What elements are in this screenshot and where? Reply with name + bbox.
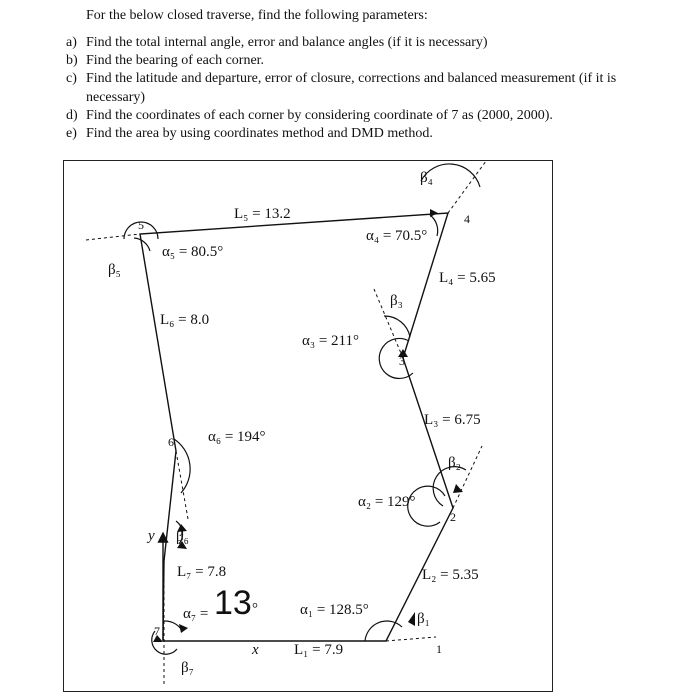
bearing-label: β₄ — [420, 170, 433, 186]
length-label-l7: L₇ = 7.8 — [177, 564, 227, 580]
axis-label-x: x — [252, 642, 259, 658]
question-text: Find the coordinates of each corner by considering coordinate of 7 as (2000, 2000). — [86, 107, 553, 123]
question-item — [66, 125, 666, 143]
length-label-l6: L₆ = 8.0 — [160, 312, 210, 328]
bearing-label: β₆ — [176, 529, 189, 545]
question-item — [66, 34, 666, 52]
question-label: c) — [66, 71, 77, 87]
angle-label-a5: α₅ = 80.5° — [162, 244, 224, 260]
bearing-label: β₁ — [417, 611, 430, 627]
length-label-l4: L₄ = 5.65 — [439, 270, 496, 286]
angle-label-a1: α₁ = 128.5° — [300, 602, 369, 618]
question-text: Find the total internal angle, error and balance angles (if it is necessary) — [86, 35, 488, 50]
question-item — [66, 52, 666, 70]
length-label-l5: L₅ = 13.2 — [234, 206, 291, 222]
overlay-degree: ° — [252, 601, 258, 617]
length-label-l2: L₂ = 5.35 — [422, 567, 479, 583]
axis-label-y: y — [148, 528, 155, 544]
question-label: b) — [66, 53, 78, 69]
question-label: d) — [66, 107, 78, 123]
question-text: Find the area by using coordinates method and DMD method. — [86, 126, 433, 142]
bearing-label: β₅ — [108, 262, 121, 278]
length-label-l1: L₁ = 7.9 — [294, 642, 344, 658]
length-label-l3: L₃ = 6.75 — [424, 412, 481, 428]
question-list — [66, 34, 666, 143]
bearing-label: β₂ — [448, 455, 461, 471]
question-text: Find the latitude and departure, error of closure, corrections and balanced measurement (if it is necessary) — [86, 71, 617, 105]
angle-label-a7: α₇ = — [183, 606, 209, 622]
bearing-label: β₃ — [390, 293, 403, 309]
angle-label-a6: α₆ = 194° — [208, 429, 266, 445]
station-label: 7 — [154, 624, 160, 638]
angle-label-a4: α₄ = 70.5° — [366, 228, 428, 244]
angle-label-a3: α₃ = 211° — [302, 333, 359, 349]
question-item — [66, 107, 666, 125]
intro-text: For the below closed traverse, find the following parameters: — [86, 8, 428, 23]
station-label: 1 — [436, 642, 442, 656]
angle-label-a2: α₂ = 129° — [358, 494, 416, 510]
station-label: 2 — [450, 510, 456, 524]
question-label: a) — [66, 35, 77, 50]
station-label: 4 — [464, 212, 470, 226]
station-label: 6 — [168, 435, 174, 449]
traverse-figure — [63, 160, 553, 692]
bearing-label: β₇ — [181, 660, 194, 676]
question-item — [66, 70, 666, 106]
station-label: 5 — [138, 218, 144, 232]
question-label: e) — [66, 126, 77, 142]
overlay-number: 13 — [214, 584, 252, 622]
station-label: 3 — [399, 354, 405, 368]
question-text: Find the bearing of each corner. — [86, 53, 265, 69]
